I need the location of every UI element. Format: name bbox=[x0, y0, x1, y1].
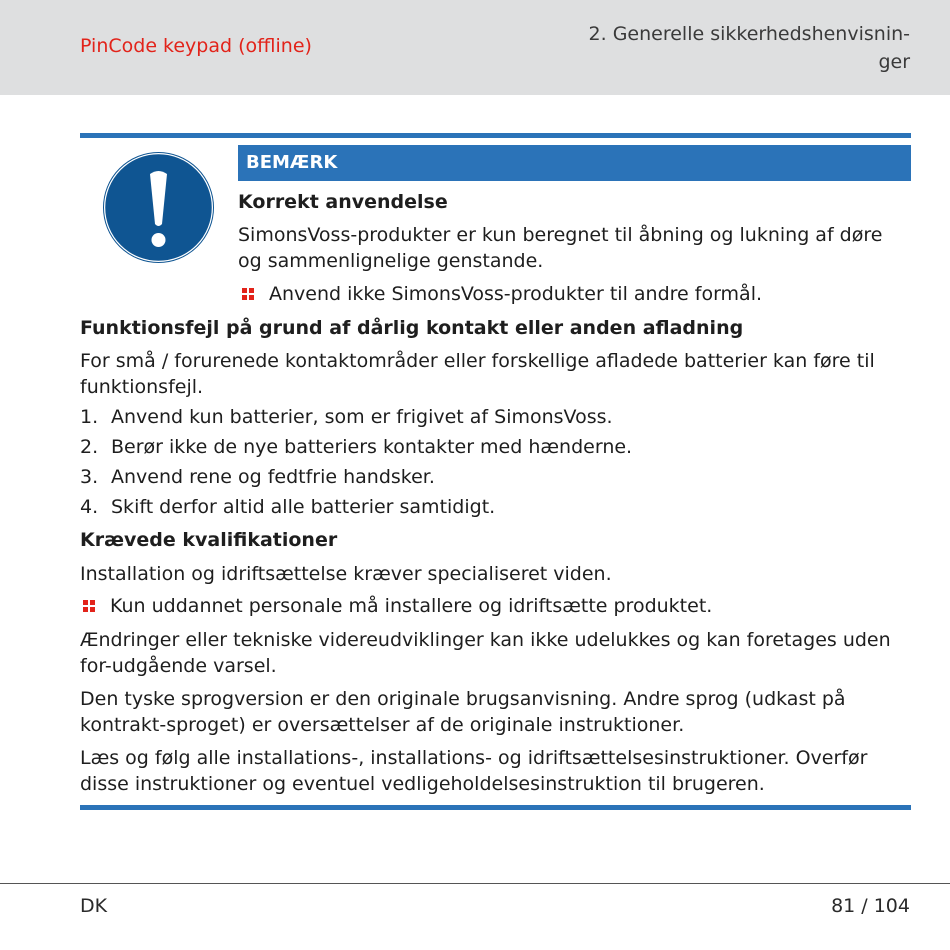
list-item-number: 3. bbox=[80, 466, 99, 488]
section-top-rule bbox=[80, 133, 911, 138]
list-item bbox=[80, 494, 495, 520]
list-item bbox=[80, 404, 613, 430]
paragraph-changes: Ændringer eller tekniske videreudviklinger kan ikke udelukkes og kan foretages uden for-udgående varsel. bbox=[80, 629, 891, 677]
list-item-number: 1. bbox=[80, 406, 99, 428]
section-heading-qualifications: Krævede kvalifikationer bbox=[80, 529, 338, 551]
document-title: PinCode keypad (offline) bbox=[80, 35, 312, 57]
note-text: SimonsVoss-produkter er kun beregnet til åbning og lukning af døre og sammenlignelige genstande. bbox=[238, 224, 883, 272]
section-intro-qualifications: Installation og idriftsættelse kræver specialiseret viden. bbox=[80, 563, 612, 585]
page-header bbox=[0, 0, 950, 95]
list-item-text: Berør ikke de nye batteriers kontakter med hænderne. bbox=[111, 436, 633, 458]
section-heading-malfunction: Funktionsfejl på grund af dårlig kontakt eller anden afladning bbox=[80, 317, 744, 339]
footer-divider bbox=[0, 883, 950, 884]
list-item bbox=[80, 434, 632, 460]
list-item-number: 2. bbox=[80, 436, 99, 458]
note-label: BEMÆRK bbox=[238, 145, 911, 181]
list-item-text: Anvend rene og fedtfrie handsker. bbox=[111, 466, 435, 488]
paragraph-instructions: Læs og følg alle installations-, installations- og idriftsættelsesinstruktioner. Overfør disse instruktioner og eventuel vedligeholdelsesinstruktion til brugeren. bbox=[80, 747, 868, 795]
list-item-text: Skift derfor altid alle batterier samtidigt. bbox=[111, 496, 496, 518]
footer-language: DK bbox=[80, 895, 108, 917]
list-item-text: Anvend kun batterier, som er frigivet af SimonsVoss. bbox=[111, 406, 613, 428]
chapter-title-line-2: ger bbox=[878, 51, 910, 73]
page-number: 81 / 104 bbox=[831, 895, 910, 917]
section-intro-malfunction: For små / forurenede kontaktområder eller forskellige afladede batterier kan føre til funktionsfejl. bbox=[80, 350, 875, 398]
note-heading: Korrekt anvendelse bbox=[238, 191, 448, 213]
exclamation-circle-icon bbox=[103, 152, 214, 263]
chapter-title bbox=[570, 20, 910, 76]
list-item-number: 4. bbox=[80, 496, 99, 518]
paragraph-language: Den tyske sprogversion er den originale brugsanvisning. Andre sprog (udkast på kontrakt-sproget) er oversættelser af de originale instruktioner. bbox=[80, 688, 846, 736]
list-item bbox=[80, 464, 435, 490]
chapter-title-line-1: 2. Generelle sikkerhedshenvisnin- bbox=[588, 23, 910, 45]
note-bullet: Anvend ikke SimonsVoss-produkter til andre formål. bbox=[269, 283, 763, 305]
qualifications-bullet: Kun uddannet personale må installere og idriftsætte produktet. bbox=[110, 595, 713, 617]
section-bottom-rule bbox=[80, 805, 911, 810]
